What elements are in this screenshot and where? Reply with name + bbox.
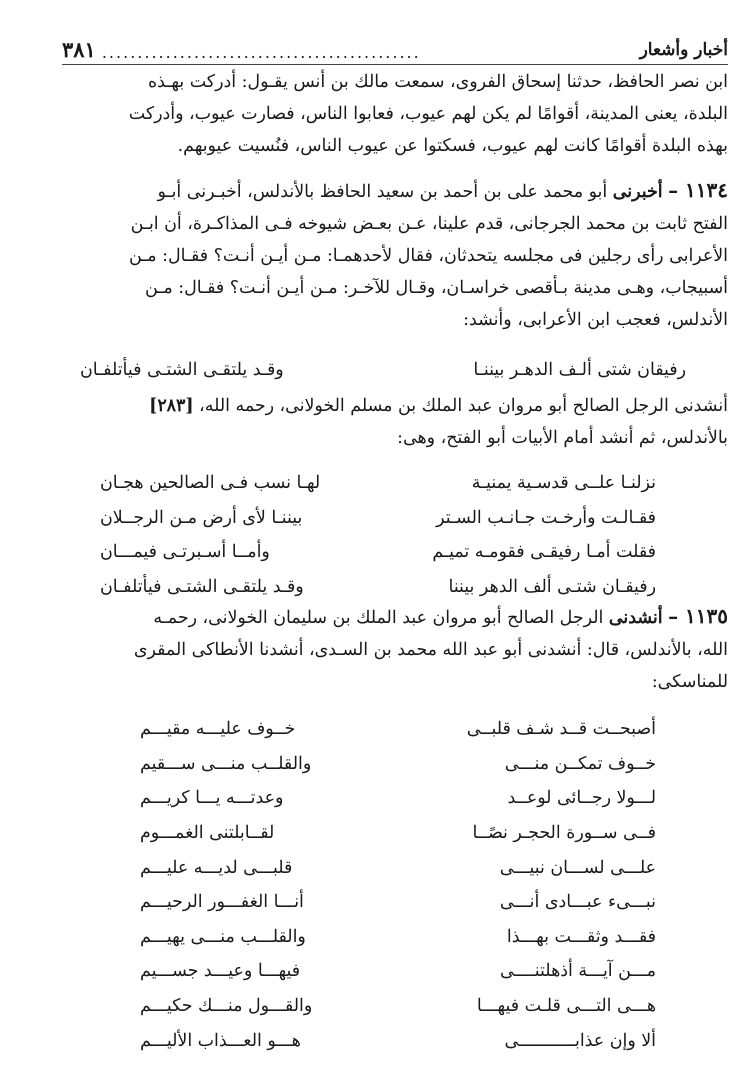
text-line: أسبيجاب، وهـى مدينة بـأقصى خراسـان، وقـال للآخـر: مـن أيـن أنـت؟ فقـال: مـن [145,278,728,298]
text-line: بالأندلس، ثم أنشد أمام الأبيات أبو الفتح، وهى: [397,428,728,448]
poem-block [140,712,656,1058]
verse-right-hemistich: فقلت أمـا رفيقـى فقومـه تميـم [432,542,656,563]
running-title: أخبار وأشعار [639,40,728,60]
verse-right-hemistich: رفيقان شتى ألـف الدهـر بيننـا [473,360,686,380]
verse-right-hemistich: لـــولا رجــائى لوعــد [507,788,656,809]
verse-line [80,360,686,380]
verse-right-hemistich: فقـــد وثقـــت بهـــذا [506,926,656,947]
entry-number: ١١٣٤ – [668,178,728,202]
verse-line [140,989,656,1024]
entry-1135 [62,600,728,698]
poem-block [100,466,656,604]
verse-right-hemistich: فقـالـت وأرخـت جـانـب السـتر [436,507,656,528]
verse-left-hemistich: والقلـــب منـــى يهيـــم [140,926,306,947]
text-line: بهذه البلدة أقوامًا كانت لهم عيوب، فسكتوا عن عيوب الناس، فنُسيت عيوبهم. [177,136,728,156]
verse-left-hemistich: والقلــب منـــى ســـقيم [140,753,312,774]
page-number: ٣٨١ [62,37,96,62]
manuscript-page-marker: [٢٨٣] [149,396,194,416]
verse-line [140,781,656,816]
text-segment: أبو محمد على بن أحمد بن سعيد الحافظ بالأندلس، أخبـرنى أبـو [157,182,608,202]
verse-right-hemistich: فــى ســورة الحجـر نصًــا [472,823,656,844]
text-line: الأندلس، فعجب ابن الأعرابى، وأنشد: [463,310,728,330]
verse-line [140,850,656,885]
verse-right-hemistich: نبـــىء عبـــادى أنـــى [499,892,656,913]
text-line: الأعرابى رأى رجلين فى مجلسه يتحدثان، فقال لأحدهمـا: مـن أيـن أنـت؟ فقـال: مـن [128,246,728,266]
page-header [62,30,728,65]
verse-left-hemistich: قلبـــى لديـــه عليـــم [140,857,293,878]
verse-right-hemistich: علـــى لســـان نبيـــى [499,857,656,878]
verse-right-hemistich: نزلنـا علــى قدسـية يمنيـة [471,473,656,494]
text-line: ابن نصر الحافظ، حدثنا إسحاق الفروى، سمعت مالك بن أنس يقـول: أدركت بهـذه [148,72,728,92]
verse-right-hemistich: ألا وإن عذابـــــــــــى [504,1030,656,1051]
verse-line [100,535,656,570]
verse-left-hemistich: فيهـــا وعيـــد جســـيم [140,961,301,982]
verse-left-hemistich: بيننـا لأى أرض مـن الرجــلان [100,507,303,528]
verse-left-hemistich: لقــابلتنى الغمـــوم [140,823,275,844]
verse-line [100,501,656,536]
verse-right-hemistich: رفيقـان شتـى ألف الدهر بيننا [448,576,656,597]
signal-word: أخبرنى [612,182,663,202]
verse-left-hemistich: أنـــا الغفـــور الرحيـــم [140,892,304,913]
verse-left-hemistich: هـــو العـــذاب الأليـــم [140,1030,301,1051]
leader-dots: ............................................. [101,43,421,62]
signal-word: أنشدنى [608,608,663,628]
text-line: للمناسكى: [651,672,728,692]
text-line [62,390,728,422]
verse-left-hemistich: خــوف عليـــه مقيـــم [140,719,296,740]
verse-line [140,1023,656,1058]
verse-left-hemistich: والقـــول منـــك حكيـــم [140,996,313,1017]
verse-left-hemistich: وأمــا أسـبرتـى فيمـــان [100,542,270,563]
text-segment: أنشدنى الرجل الصالح أبو مروان عبد الملك بن مسلم الخولانى، رحمه الله، [199,396,728,416]
verse-right-hemistich: مـــن آيـــة أذهلتنــــى [499,961,656,982]
verse-right-hemistich: هـــى التـــى قلـت فيهـــا [476,996,656,1017]
verse-line [140,747,656,782]
verse-line [140,885,656,920]
verse-line [140,712,656,747]
verse-line [140,954,656,989]
entry-number: ١١٣٥ – [668,604,728,628]
verse-left-hemistich: لهـا نسب فـى الصالحين هجـان [100,473,321,494]
verse-line [100,466,656,501]
verse-left-hemistich: وقـد يلتقـى الشتـى فيأتلفـان [100,576,304,597]
text-line [62,174,728,208]
page-number-group [62,37,421,64]
verse-right-hemistich: أصبحــت قــد شـف قلبــى [466,719,656,740]
text-line: الفتح ثابت بن محمد الجرجانى، قدم علينا، عـن بعـض شيوخه فـى المذاكـرة، أن ابـن [130,214,728,234]
entry-1134 [62,174,728,336]
attribution-paragraph [62,390,728,454]
verse-left-hemistich: وقـد يلتقـى الشتـى فيأتلفـان [80,360,284,380]
verse-line [140,816,656,851]
verse-line [100,570,656,605]
text-line: الله، بالأندلس، قال: أنشدنى أبو عبد الله محمد بن السـدى، أنشدنا الأنطاكى المقرى [133,640,728,660]
paragraph-continuation [62,66,728,162]
text-line [62,600,728,634]
verse-line [140,920,656,955]
text-line: البلدة، يعنى المدينة، أقوامًا لم يكن لهم عيوب، فعابوا الناس، فصارت عيوب، وأدركت [128,104,728,124]
verse-right-hemistich: خــوف تمكــن منـــى [504,753,656,774]
text-segment: الرجل الصالح أبو مروان عبد الملك بن سليمان الخولانى، رحمـه [153,608,604,628]
verse-left-hemistich: وعدتـــه يـــا كريـــم [140,788,284,809]
